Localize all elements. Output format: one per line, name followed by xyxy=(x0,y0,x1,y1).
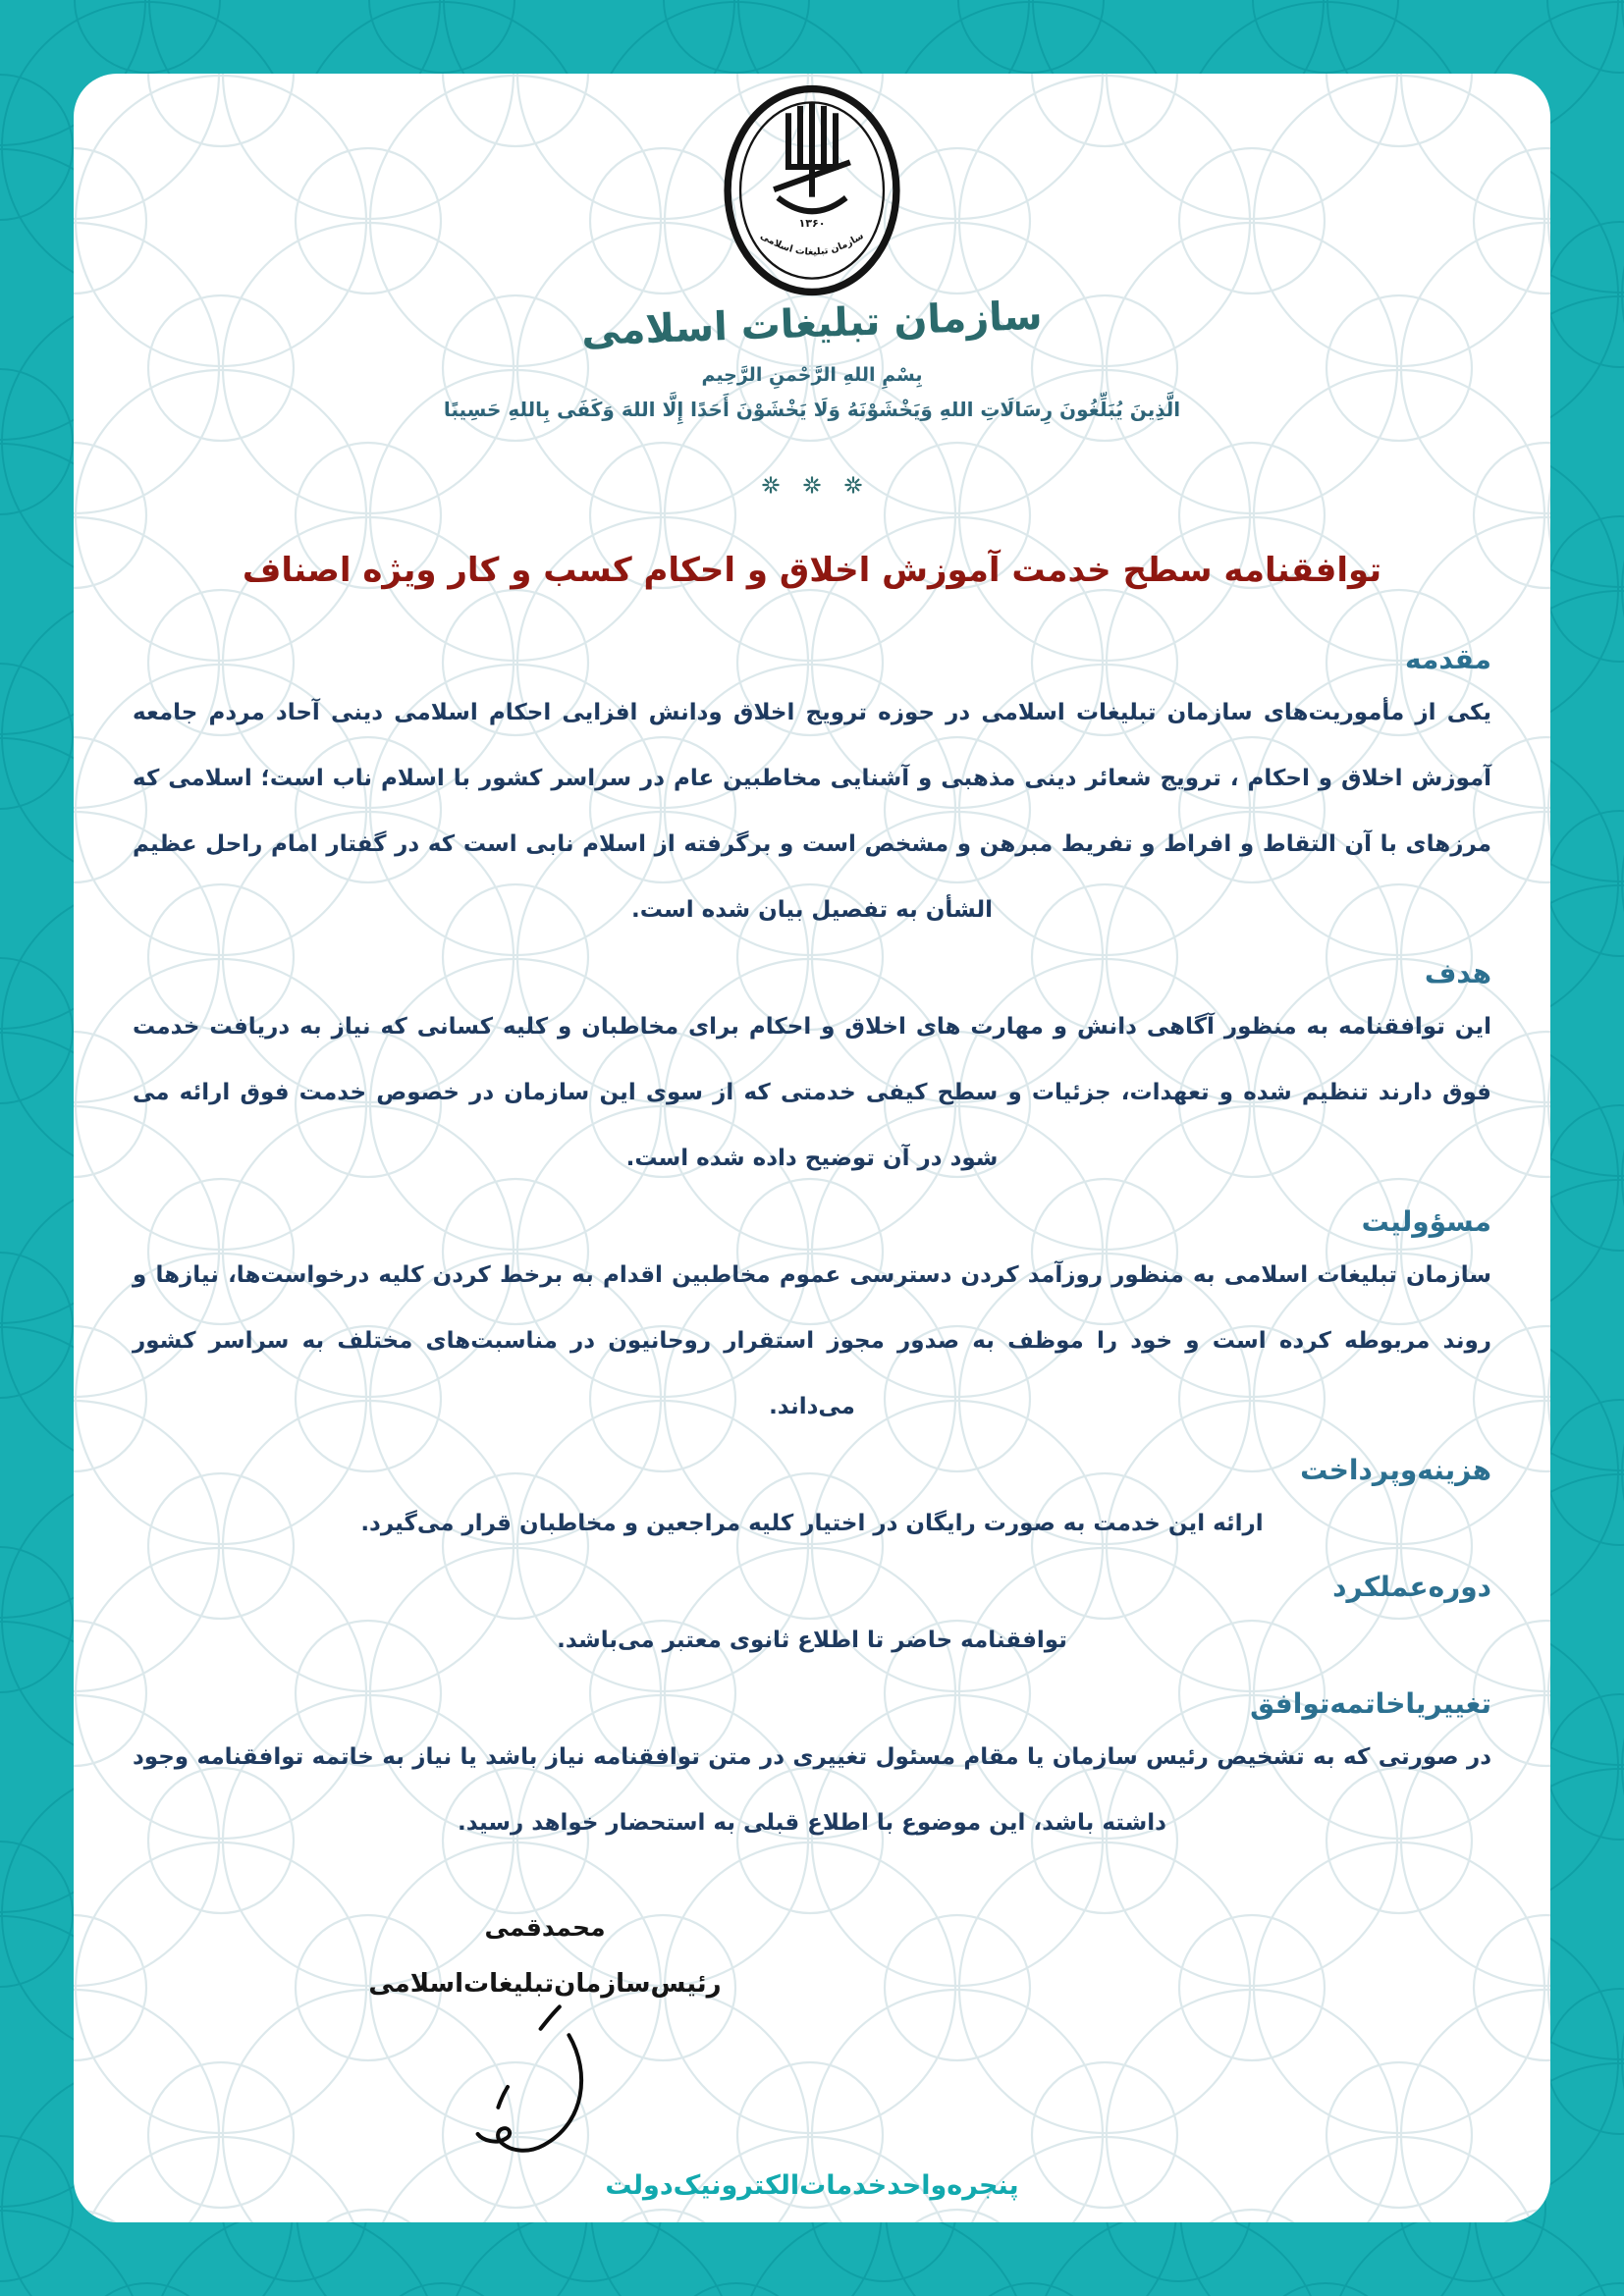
section-masouliat xyxy=(133,1201,1491,1440)
emblem-year: ۱۳۶۰ xyxy=(798,216,826,230)
asterisk-flower-icon xyxy=(762,476,780,494)
section-body: ارائه این خدمت به صورت رایگان در اختیار کلیه مراجعین و مخاطبان قرار می‌گیرد. xyxy=(360,1511,1264,1536)
emblem-wrap xyxy=(133,83,1491,297)
quran-verse-text: الَّذِينَ يُبَلِّغُونَ رِسَالَاتِ اللهِ وَيَخْشَوْنَهُ وَلَا يَخْشَوْنَ أَحَدًا إِلَّا اللهَ وَكَفَى بِاللهِ حَسِيبًا xyxy=(443,398,1181,421)
section-body: در صورتی که به تشخیص رئیس سازمان یا مقام مسئول تغییری در متن توافقنامه نیاز باشد یا نیاز به خاتمه توافقنامه وجود داشته باشد، این موضوع با اطلاع قبلی به استحضار خواهد رسید. xyxy=(133,1744,1491,1836)
section-heading: مقدمه xyxy=(1405,643,1491,675)
section-body: توافقنامه حاضر تا اطلاع ثانوی معتبر می‌باشد. xyxy=(557,1628,1067,1653)
section-body: یکی از مأموریت‌های سازمان تبلیغات اسلامی در حوزه ترویج اخلاق ودانش افزایی احکام اسلامی دینی آحاد مردم جامعه آموزش اخلاق و احکام ، ترویج شعائر دینی مذهبی و آشنایی مخاطبین عام در سراسر کشور با اسلام ناب است؛ اسلامی که مرزهای با آن التقاط و افراط و تفریط مبرهن و مشخص است و برگرفته از اسلام نابی است که در گفتار امام راحل عظیم الشأن به تفصیل بیان شده است. xyxy=(133,700,1491,923)
document-title: توافقنامه سطح خدمت آموزش اخلاق و احکام کسب و کار ویژه اصناف xyxy=(242,551,1382,590)
handwritten-signature xyxy=(256,2001,806,2173)
document-content xyxy=(74,74,1550,2222)
kufic-allah-calligraphy xyxy=(777,105,847,211)
signature-block xyxy=(270,1913,820,2173)
organization-name-calligraphy: سازمان تبلیغات اسلامی xyxy=(580,293,1044,355)
section-hazineh-pardakht xyxy=(133,1450,1491,1557)
section-heading: هدف xyxy=(1424,957,1491,989)
signatory-role: رئیس‌سازمان‌تبلیغات‌اسلامی xyxy=(368,1969,722,1999)
asterisk-flower-icon xyxy=(844,476,862,494)
section-taghir-khatameh xyxy=(133,1683,1491,1856)
signatory-name: محمدقمی xyxy=(484,1913,606,1942)
section-body: سازمان تبلیغات اسلامی به منظور روزآمد کردن دسترسی عموم مخاطبین اقدام به برخط کردن کلیه درخواست‌ها، نیازها و روند مربوطه کرده است و خود را موظف به صدور مجوز استقرار روحانیون در مناسبت‌های مختلف به سراسر کشور می‌داند. xyxy=(133,1262,1491,1419)
section-heading: هزینه‌وپرداخت xyxy=(1300,1454,1491,1486)
ornament-row xyxy=(133,476,1491,494)
section-heading: تغییریاخاتمه‌توافق xyxy=(1250,1687,1491,1720)
section-heading: مسؤولیت xyxy=(1361,1205,1491,1238)
organization-seal-icon xyxy=(708,83,916,297)
asterisk-flower-icon xyxy=(803,476,821,494)
sections xyxy=(133,639,1491,1856)
svg-text:سازمان تبلیغات اسلامی xyxy=(758,231,865,258)
section-hadaf xyxy=(133,953,1491,1192)
section-body: این توافقنامه به منظور آگاهی دانش و مهارت های اخلاق و احکام برای مخاطبان و کلیه کسانی که نیاز به دریافت خدمت فوق دارند تنظیم شده و تعهدات، جزئیات و سطح کیفی خدمتی که از سوی این سازمان در خصوص خدمت فوق ارائه می شود در آن توضیح داده شده است. xyxy=(133,1014,1491,1171)
section-heading: دوره‌عملکرد xyxy=(1332,1571,1491,1603)
bismillah-text: بِسْمِ اللهِ الرَّحْمنِ الرَّحِيم xyxy=(701,364,923,386)
section-dore-amalkard xyxy=(133,1567,1491,1674)
section-moghaddameh xyxy=(133,639,1491,943)
emblem-org-small-text: سازمان تبلیغات اسلامی xyxy=(758,230,866,258)
document-card xyxy=(74,74,1550,2222)
footer-egov-window: پنجره‌واحدخدمات‌الکترونیک‌دولت xyxy=(605,2170,1019,2201)
